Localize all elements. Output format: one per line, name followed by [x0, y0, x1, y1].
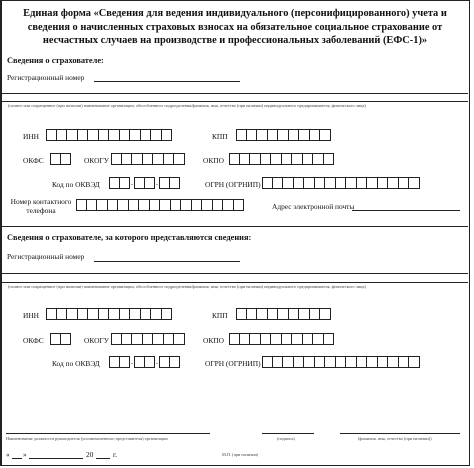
- input-cell[interactable]: [143, 153, 154, 165]
- section1-email-label: Адрес электронной почты: [272, 202, 355, 211]
- input-cell[interactable]: [240, 153, 251, 165]
- input-cell[interactable]: [236, 129, 247, 141]
- input-cell[interactable]: [229, 153, 240, 165]
- section2-reg-label: Регистрационный номер: [7, 252, 85, 261]
- input-cell[interactable]: [141, 129, 152, 141]
- section2-okogu-cells[interactable]: [111, 333, 185, 345]
- input-cell[interactable]: [325, 177, 336, 189]
- input-cell[interactable]: [278, 308, 289, 320]
- input-cell[interactable]: [299, 129, 310, 141]
- okved-separator: .: [131, 178, 133, 187]
- section-divider: [2, 226, 468, 227]
- date-day-field[interactable]: [12, 458, 22, 459]
- input-cell[interactable]: [324, 153, 335, 165]
- input-cell[interactable]: [99, 129, 110, 141]
- input-cell[interactable]: [130, 308, 141, 320]
- input-cell[interactable]: [122, 333, 133, 345]
- section1-name-line-2: [2, 101, 468, 102]
- input-cell[interactable]: [145, 356, 156, 368]
- section2-name-line: [2, 273, 468, 274]
- input-cell[interactable]: [313, 333, 324, 345]
- section2-okpo-label: ОКПО: [203, 336, 224, 345]
- input-cell[interactable]: [139, 199, 150, 211]
- position-caption: Наименование должности руководителя (уполномоченного представителя) организации: [6, 436, 168, 441]
- section1-okfs-cells[interactable]: [50, 153, 71, 165]
- input-cell[interactable]: [223, 199, 234, 211]
- input-cell[interactable]: [304, 356, 315, 368]
- input-cell[interactable]: [151, 308, 162, 320]
- input-cell[interactable]: [357, 177, 368, 189]
- section1-email-field[interactable]: [352, 210, 460, 211]
- input-cell[interactable]: [153, 333, 164, 345]
- date-quote-close: »: [23, 450, 27, 459]
- input-cell[interactable]: [134, 177, 145, 189]
- stamp-caption: М.П. (при наличии): [222, 452, 259, 457]
- input-cell[interactable]: [315, 177, 326, 189]
- input-cell[interactable]: [247, 308, 258, 320]
- input-cell[interactable]: [268, 308, 279, 320]
- input-cell[interactable]: [78, 308, 89, 320]
- fio-field[interactable]: [340, 433, 460, 434]
- input-cell[interactable]: [388, 356, 399, 368]
- input-cell[interactable]: [164, 333, 175, 345]
- input-cell[interactable]: [315, 356, 326, 368]
- section1-okfs-label: ОКФС: [23, 156, 44, 165]
- input-cell[interactable]: [150, 199, 161, 211]
- section1-ogrn-cells[interactable]: [262, 177, 420, 189]
- input-cell[interactable]: [399, 177, 410, 189]
- input-cell[interactable]: [409, 177, 420, 189]
- section1-name-line: [2, 93, 468, 94]
- section1-okved-cells[interactable]: [109, 177, 180, 189]
- input-cell[interactable]: [88, 308, 99, 320]
- input-cell[interactable]: [262, 177, 273, 189]
- section1-phone-cells[interactable]: [76, 199, 244, 211]
- section1-okpo-cells[interactable]: [229, 153, 334, 165]
- input-cell[interactable]: [273, 356, 284, 368]
- input-cell[interactable]: [289, 129, 300, 141]
- input-cell[interactable]: [57, 308, 68, 320]
- section1-phone-label: Номер контактного телефона: [10, 197, 72, 215]
- okved-separator: .: [156, 178, 158, 187]
- signature-caption: (подпись): [277, 436, 295, 441]
- input-cell[interactable]: [202, 199, 213, 211]
- section1-okogu-label: ОКОГУ: [84, 156, 109, 165]
- input-cell[interactable]: [294, 177, 305, 189]
- section2-name-caption: (полное или сокращенное (при наличии) наименование организации, обособленного подразделения/фамилия, имя, отчество (при наличии) индивидуального предпринимателя, физического лица): [8, 284, 366, 289]
- section1-inn-label: ИНН: [23, 132, 40, 141]
- input-cell[interactable]: [257, 129, 268, 141]
- input-cell[interactable]: [378, 356, 389, 368]
- okved-separator: .: [131, 357, 133, 366]
- section2-kpp-label: КПП: [212, 311, 228, 320]
- input-cell[interactable]: [262, 356, 273, 368]
- date-century: 20: [86, 450, 94, 459]
- input-cell[interactable]: [67, 129, 78, 141]
- input-cell[interactable]: [87, 199, 98, 211]
- input-cell[interactable]: [181, 199, 192, 211]
- input-cell[interactable]: [162, 308, 173, 320]
- section2-okfs-cells[interactable]: [50, 333, 71, 345]
- input-cell[interactable]: [160, 199, 171, 211]
- input-cell[interactable]: [367, 356, 378, 368]
- input-cell[interactable]: [268, 129, 279, 141]
- input-cell[interactable]: [76, 199, 87, 211]
- input-cell[interactable]: [250, 153, 261, 165]
- input-cell[interactable]: [159, 356, 170, 368]
- section2-name-line-2: [2, 282, 468, 283]
- input-cell[interactable]: [346, 356, 357, 368]
- input-cell[interactable]: [240, 333, 251, 345]
- input-cell[interactable]: [303, 333, 314, 345]
- section1-ogrn-label: ОГРН (ОГРНИП): [205, 180, 261, 189]
- input-cell[interactable]: [313, 153, 324, 165]
- input-cell[interactable]: [278, 129, 289, 141]
- input-cell[interactable]: [122, 153, 133, 165]
- section2-okpo-cells[interactable]: [229, 333, 334, 345]
- input-cell[interactable]: [120, 177, 131, 189]
- input-cell[interactable]: [132, 153, 143, 165]
- section2-inn-label: ИНН: [23, 311, 40, 320]
- input-cell[interactable]: [367, 177, 378, 189]
- section2-inn-cells[interactable]: [46, 308, 172, 320]
- input-cell[interactable]: [325, 356, 336, 368]
- input-cell[interactable]: [99, 308, 110, 320]
- section1-kpp-cells[interactable]: [236, 129, 331, 141]
- input-cell[interactable]: [283, 356, 294, 368]
- input-cell[interactable]: [378, 177, 389, 189]
- section1-okogu-cells[interactable]: [111, 153, 185, 165]
- input-cell[interactable]: [357, 356, 368, 368]
- input-cell[interactable]: [164, 153, 175, 165]
- section2-header: Сведения о страхователе, за которого представляются сведения:: [7, 233, 252, 242]
- section2-okved-cells[interactable]: [109, 356, 180, 368]
- input-cell[interactable]: [50, 333, 61, 345]
- input-cell[interactable]: [346, 177, 357, 189]
- section1-reg-number-field[interactable]: [94, 81, 240, 82]
- input-cell[interactable]: [108, 199, 119, 211]
- input-cell[interactable]: [120, 356, 131, 368]
- input-cell[interactable]: [109, 129, 120, 141]
- input-cell[interactable]: [46, 129, 57, 141]
- input-cell[interactable]: [50, 153, 61, 165]
- input-cell[interactable]: [151, 129, 162, 141]
- input-cell[interactable]: [250, 333, 261, 345]
- date-quote-open: «: [6, 450, 10, 459]
- input-cell[interactable]: [261, 333, 272, 345]
- input-cell[interactable]: [257, 308, 268, 320]
- section1-name-caption: (полное или сокращенное (при наличии) наименование организации, обособленного подразделения/фамилия, имя, отчество (при наличии) индивидуального предпринимателя, физического лица): [8, 103, 366, 108]
- input-cell[interactable]: [130, 129, 141, 141]
- section1-kpp-label: КПП: [212, 132, 228, 141]
- input-cell[interactable]: [141, 308, 152, 320]
- input-cell[interactable]: [46, 308, 57, 320]
- input-cell[interactable]: [294, 356, 305, 368]
- input-cell[interactable]: [61, 333, 72, 345]
- section2-reg-number-field[interactable]: [94, 261, 240, 262]
- section2-okved-label: Код по ОКВЭД: [52, 359, 100, 368]
- input-cell[interactable]: [111, 153, 122, 165]
- input-cell[interactable]: [174, 153, 185, 165]
- input-cell[interactable]: [310, 129, 321, 141]
- date-month-field[interactable]: [29, 458, 83, 459]
- section2-okogu-label: ОКОГУ: [84, 336, 109, 345]
- input-cell[interactable]: [170, 356, 181, 368]
- input-cell[interactable]: [120, 308, 131, 320]
- input-cell[interactable]: [336, 177, 347, 189]
- section1-okved-label: Код по ОКВЭД: [52, 180, 100, 189]
- input-cell[interactable]: [271, 153, 282, 165]
- input-cell[interactable]: [57, 129, 68, 141]
- date-year-suffix: г.: [113, 450, 118, 459]
- input-cell[interactable]: [145, 177, 156, 189]
- input-cell[interactable]: [153, 153, 164, 165]
- input-cell[interactable]: [134, 356, 145, 368]
- section2-kpp-cells[interactable]: [236, 308, 331, 320]
- section2-ogrn-cells[interactable]: [262, 356, 420, 368]
- input-cell[interactable]: [229, 333, 240, 345]
- fio-caption: (фамилия, имя, отчество (при наличии)): [358, 436, 432, 441]
- input-cell[interactable]: [159, 177, 170, 189]
- input-cell[interactable]: [129, 199, 140, 211]
- input-cell[interactable]: [170, 177, 181, 189]
- section2-ogrn-label: ОГРН (ОГРНИП): [205, 359, 261, 368]
- section2-okfs-label: ОКФС: [23, 336, 44, 345]
- input-cell[interactable]: [399, 356, 410, 368]
- date-year-field[interactable]: [96, 458, 110, 459]
- input-cell[interactable]: [303, 153, 314, 165]
- section1-inn-cells[interactable]: [46, 129, 172, 141]
- input-cell[interactable]: [171, 199, 182, 211]
- input-cell[interactable]: [78, 129, 89, 141]
- input-cell[interactable]: [320, 129, 331, 141]
- input-cell[interactable]: [310, 308, 321, 320]
- section1-header: Сведения о страхователе:: [7, 56, 104, 65]
- input-cell[interactable]: [213, 199, 224, 211]
- input-cell[interactable]: [109, 356, 120, 368]
- input-cell[interactable]: [88, 129, 99, 141]
- input-cell[interactable]: [292, 153, 303, 165]
- input-cell[interactable]: [283, 177, 294, 189]
- input-cell[interactable]: [162, 129, 173, 141]
- input-cell[interactable]: [409, 356, 420, 368]
- input-cell[interactable]: [109, 177, 120, 189]
- input-cell[interactable]: [282, 153, 293, 165]
- input-cell[interactable]: [61, 153, 72, 165]
- input-cell[interactable]: [282, 333, 293, 345]
- input-cell[interactable]: [261, 153, 272, 165]
- input-cell[interactable]: [292, 333, 303, 345]
- form-title: Единая форма «Сведения для ведения индивидуального (персонифицированного) учета и сведения о начисленных страховых взносах на обязательное социальное страхование от несчастных случаев на производстве и профессиональных заболеваний (ЕФС-1)»: [23, 8, 447, 46]
- input-cell[interactable]: [120, 129, 131, 141]
- input-cell[interactable]: [247, 129, 258, 141]
- input-cell[interactable]: [388, 177, 399, 189]
- input-cell[interactable]: [324, 333, 335, 345]
- input-cell[interactable]: [299, 308, 310, 320]
- input-cell[interactable]: [234, 199, 245, 211]
- signature-field[interactable]: [262, 433, 314, 434]
- input-cell[interactable]: [289, 308, 300, 320]
- section1-okpo-label: ОКПО: [203, 156, 224, 165]
- input-cell[interactable]: [320, 308, 331, 320]
- input-cell[interactable]: [192, 199, 203, 211]
- section1-reg-label: Регистрационный номер: [7, 73, 85, 82]
- input-cell[interactable]: [273, 177, 284, 189]
- input-cell[interactable]: [97, 199, 108, 211]
- position-field[interactable]: [6, 433, 210, 434]
- input-cell[interactable]: [67, 308, 78, 320]
- input-cell[interactable]: [174, 333, 185, 345]
- input-cell[interactable]: [336, 356, 347, 368]
- input-cell[interactable]: [111, 333, 122, 345]
- input-cell[interactable]: [271, 333, 282, 345]
- input-cell[interactable]: [304, 177, 315, 189]
- input-cell[interactable]: [118, 199, 129, 211]
- input-cell[interactable]: [132, 333, 143, 345]
- input-cell[interactable]: [143, 333, 154, 345]
- input-cell[interactable]: [236, 308, 247, 320]
- input-cell[interactable]: [109, 308, 120, 320]
- okved-separator: .: [156, 357, 158, 366]
